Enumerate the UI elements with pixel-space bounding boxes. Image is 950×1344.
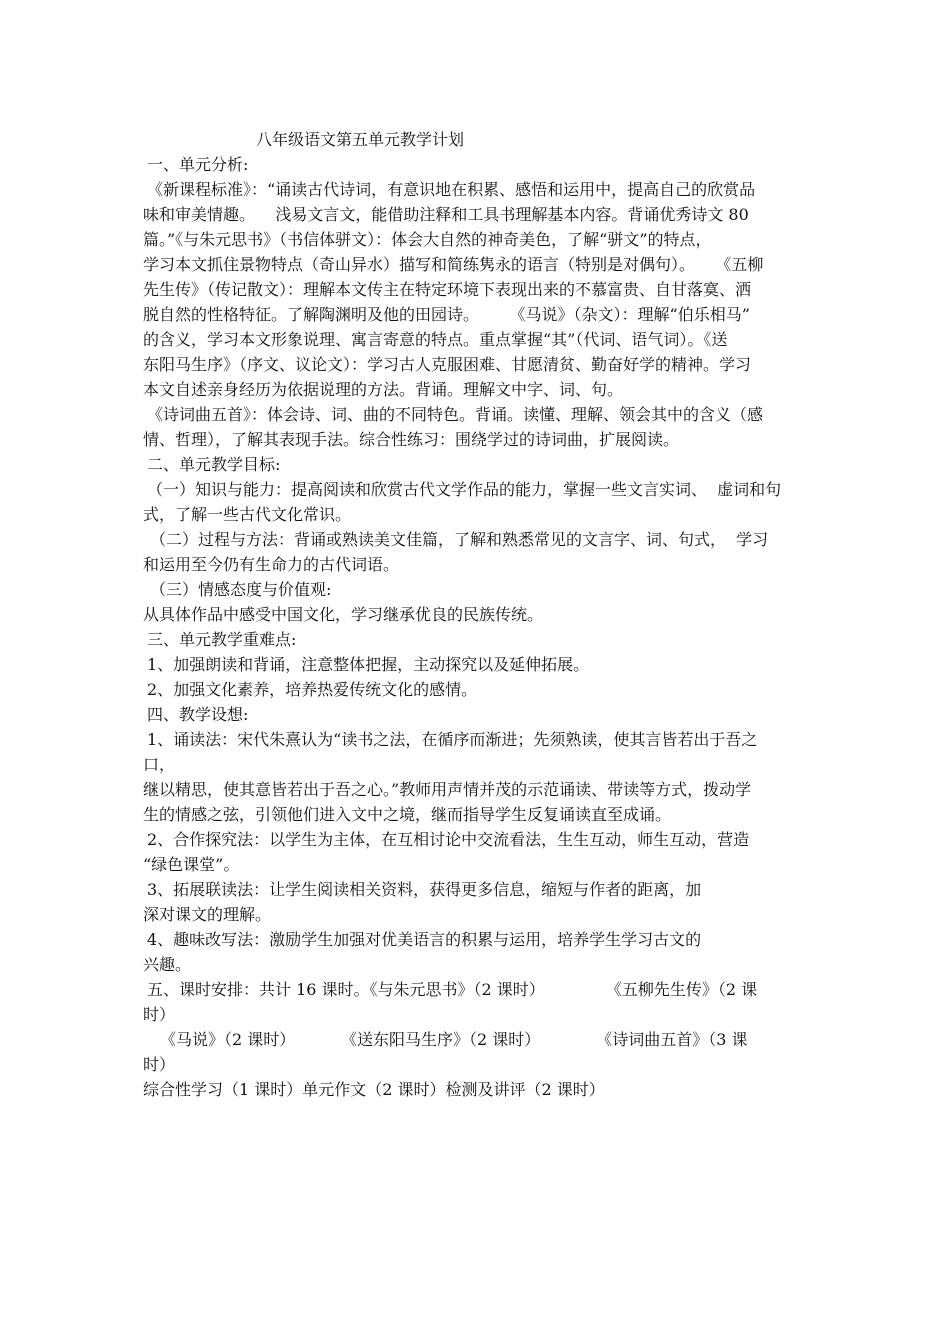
paragraph-line: 学习本文抓住景物特点（奇山异水）描写和简练隽永的语言（特别是对偶句）。 《五柳: [143, 255, 764, 274]
paragraph-line: 生的情感之弦，引领他们进入文中之境，继而指导学生反复诵读直至成诵。: [143, 805, 672, 824]
paragraph-line: 《马说》（2 课时） 《送东阳马生序》（2 课时） 《诗词曲五首》（3 课: [160, 1030, 748, 1049]
section-heading: 二、单元教学目标:: [147, 455, 281, 474]
list-item: 1、诵读法：宋代朱熹认为“读书之法，在循序而渐进；先须熟读，使其言皆若出于吾之: [147, 730, 758, 749]
list-item: 2、加强文化素养，培养热爱传统文化的感情。: [147, 680, 478, 699]
paragraph-line: 时）: [143, 1005, 176, 1024]
section-heading: 三、单元教学重难点:: [147, 630, 297, 649]
subsection-heading: （三）情感态度与价值观:: [150, 580, 332, 599]
paragraph-line: 深对课文的理解。: [143, 905, 272, 924]
section-heading: 五、课时安排：共计 16 课时。《与朱元思书》（2 课时） 《五柳先生传》（2 课: [147, 980, 758, 999]
section-heading: 一、单元分析:: [147, 155, 249, 174]
paragraph-line: 本文自述亲身经历为依据说理的方法。背诵。理解文中字、词、句。: [143, 380, 624, 399]
paragraph-line: （二）过程与方法：背诵或熟读美文佳篇，了解和熟悉常见的文言字、词、句式， 学习: [150, 530, 769, 549]
paragraph-line: 从具体作品中感受中国文化，学习继承优良的民族传统。: [143, 605, 544, 624]
list-item: 4、趣味改写法：激励学生加强对优美语言的积累与运用，培养学生学习古文的: [147, 930, 702, 949]
paragraph-line: 味和审美情趣。 浅易文言文，能借助注释和工具书理解基本内容。背诵优秀诗文 80: [143, 205, 749, 224]
paragraph-line: 篇。”《与朱元思书》（书信体骈文）：体会大自然的神奇美色，了解“骈文”的特点，: [143, 230, 712, 249]
paragraph-line: 时）: [143, 1055, 176, 1074]
paragraph-line: （一）知识与能力：提高阅读和欣赏古代文学作品的能力，掌握一些文言实词、 虚词和句: [147, 480, 782, 499]
paragraph-line: 综合性学习（1 课时）单元作文（2 课时）检测及讲评（2 课时）: [143, 1080, 605, 1099]
paragraph-line: 《新课程标准》：“诵读古代诗词，有意识地在积累、感悟和运用中，提高自己的欣赏品: [147, 180, 756, 199]
list-item: 3、拓展联读法：让学生阅读相关资料，获得更多信息，缩短与作者的距离，加: [147, 880, 702, 899]
paragraph-line: “绿色课堂”。: [143, 855, 240, 874]
paragraph-line: 《诗词曲五首》：体会诗、词、曲的不同特色。背诵。读懂、理解、领会其中的含义（感: [147, 405, 764, 424]
paragraph-line: 情、哲理），了解其表现手法。综合性练习：围绕学过的诗词曲，扩展阅读。: [143, 430, 680, 449]
list-item: 2、合作探究法：以学生为主体，在互相讨论中交流看法，生生互动，师生互动，营造: [147, 830, 750, 849]
paragraph-line: 先生传》（传记散文）：理解本文传主在特定环境下表现出来的不慕富贵、自甘落寞、洒: [143, 280, 752, 299]
paragraph-line: 兴趣。: [143, 955, 192, 974]
document-title: 八年级语文第五单元教学计划: [256, 130, 465, 149]
paragraph-line: 脱自然的性格特征。了解陶渊明及他的田园诗。 《马说》（杂文）：理解“伯乐相马”: [143, 305, 750, 324]
paragraph-line: 东阳马生序》（序文、议论文）：学习古人克服困难、甘愿清贫、勤奋好学的精神。学习: [143, 355, 752, 374]
paragraph-line: 继以精思，使其意皆若出于吾之心。”教师用声情并茂的示范诵读、带读等方式，拨动学: [143, 780, 752, 799]
paragraph-line: 和运用至今仍有生命力的古代词语。: [143, 555, 400, 574]
list-item: 1、加强朗读和背诵，注意整体把握，主动探究以及延伸拓展。: [147, 655, 590, 674]
paragraph-line: 口，: [143, 755, 176, 774]
paragraph-line: 的含义，学习本文形象说理、寓言寄意的特点。重点掌握“其”（代词、语气词）。《送: [143, 330, 728, 349]
paragraph-line: 式，了解一些古代文化常识。: [143, 505, 352, 524]
section-heading: 四、教学设想:: [147, 705, 249, 724]
